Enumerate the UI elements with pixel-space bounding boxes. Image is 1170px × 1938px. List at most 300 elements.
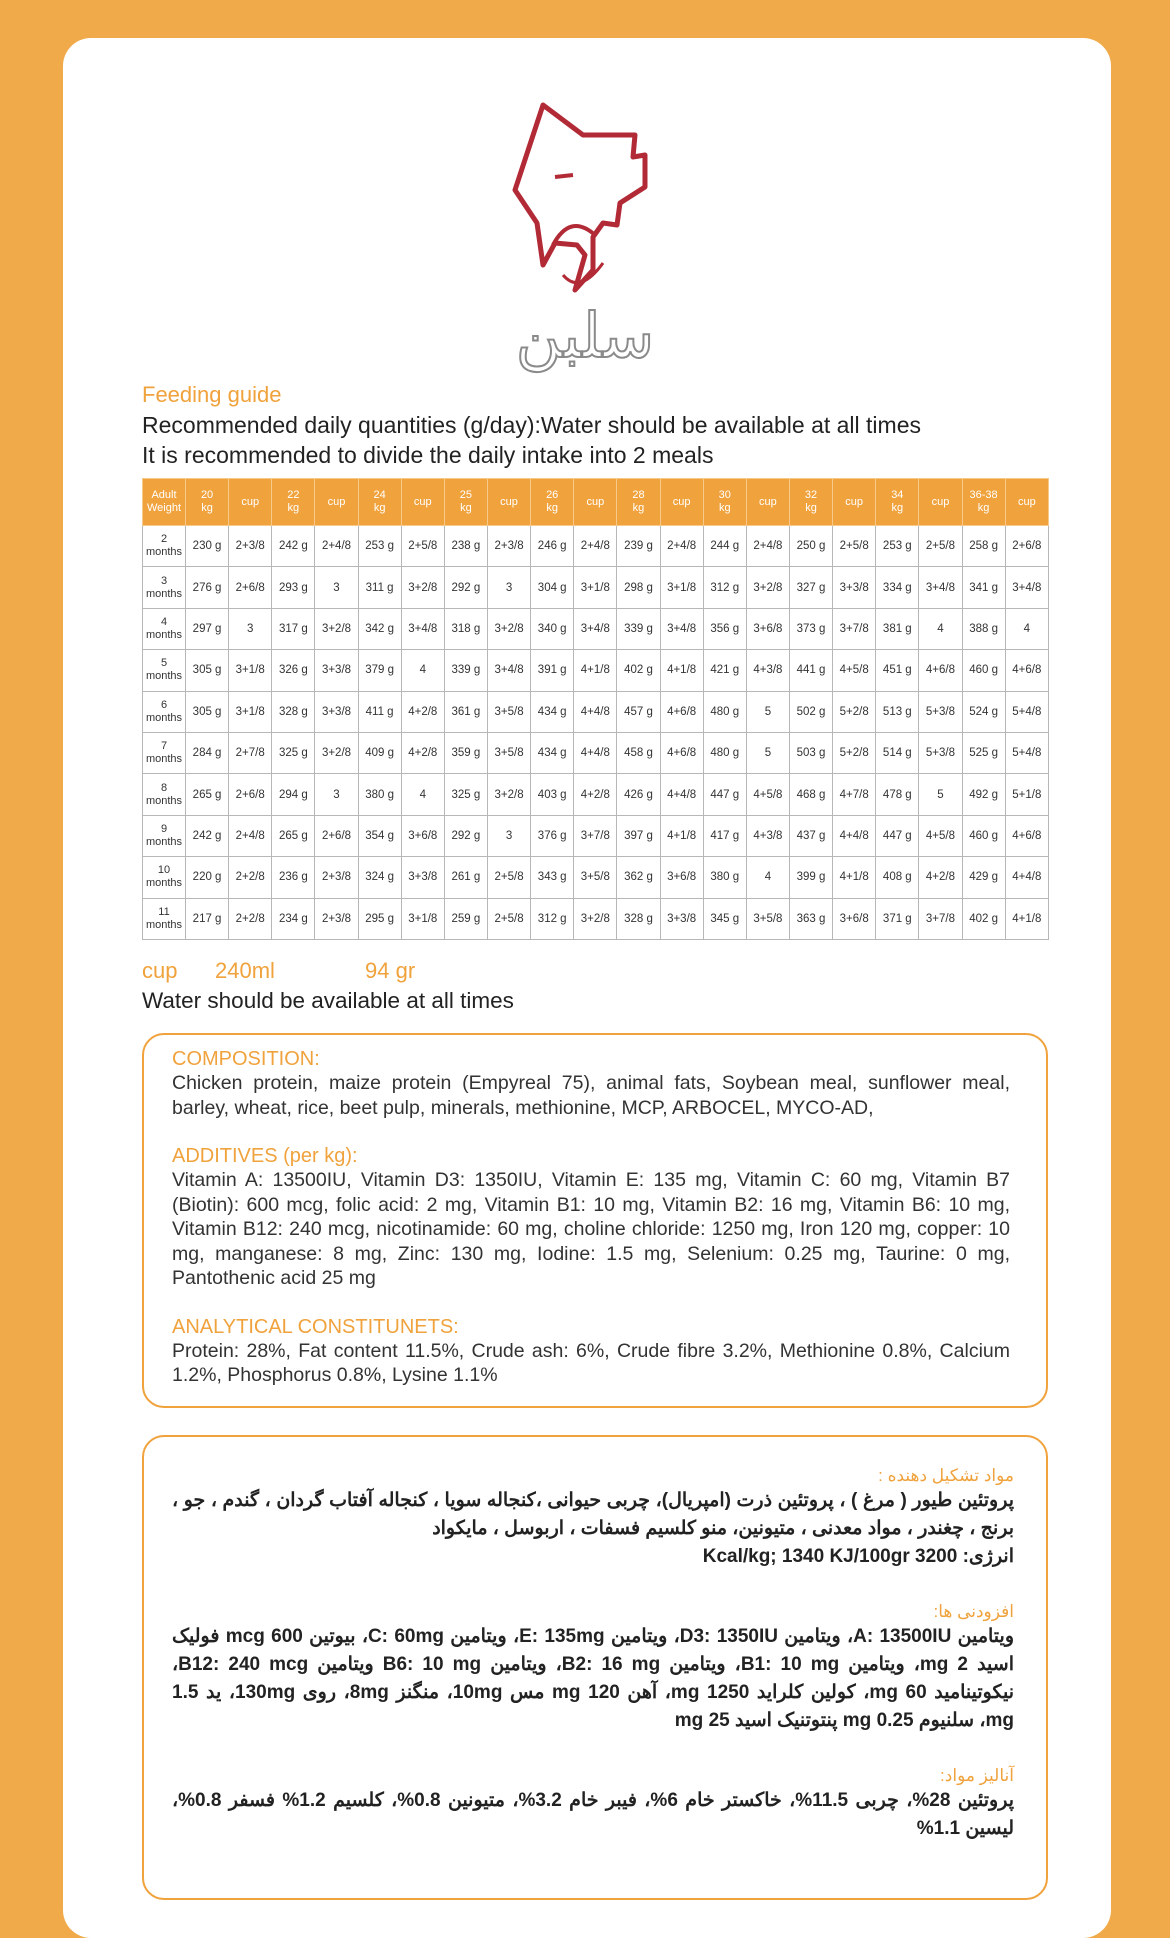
age-cell-text: 11 <box>158 905 170 918</box>
cup-header: cup <box>1005 479 1048 526</box>
age-cell-text: 3 <box>160 574 168 587</box>
cups-cell: 2+5/8 <box>401 526 444 567</box>
weight-header <box>444 479 487 526</box>
dog-cat-logo-icon <box>485 95 685 375</box>
grams-cell: 217 g <box>186 898 229 939</box>
grams-cell: 305 g <box>186 691 229 732</box>
grams-cell: 391 g <box>531 650 574 691</box>
grams-cell: 361 g <box>444 691 487 732</box>
cups-cell: 3+2/8 <box>401 567 444 608</box>
cups-cell: 5+2/8 <box>833 732 876 773</box>
grams-cell: 325 g <box>444 774 487 815</box>
cups-cell: 3+1/8 <box>660 567 703 608</box>
grams-cell: 468 g <box>789 774 832 815</box>
grams-cell: 380 g <box>703 857 746 898</box>
grams-cell: 371 g <box>876 898 919 939</box>
fa-analysis-text: پروتئین 28%، چربی 11.5%، خاکستر خام 6%، فیبر خام 3.2%، متیونین 0.8%، کلسیم 1.2% فسفر 0.8%، لیسین 1.1% <box>172 1790 1014 1839</box>
cups-cell: 4+6/8 <box>660 691 703 732</box>
grams-cell: 409 g <box>358 732 401 773</box>
cups-cell: 2+6/8 <box>229 567 272 608</box>
weight-header-text: 34 <box>891 489 904 501</box>
analytical-text: Protein: 28%, Fat content 11.5%, Crude ash: 6%, Crude fibre 3.2%, Methionine 0.8%, Calcium 1.2%, Phosphorus 0.8%, Lysine 1.1% <box>172 1339 1010 1386</box>
cups-cell: 4+4/8 <box>660 774 703 815</box>
cups-cell: 3+1/8 <box>574 567 617 608</box>
cups-cell: 3+5/8 <box>746 898 789 939</box>
grams-cell: 327 g <box>789 567 832 608</box>
cups-cell: 4 <box>1005 608 1048 649</box>
age-cell <box>143 898 186 939</box>
grams-cell: 373 g <box>789 608 832 649</box>
cups-cell: 2+5/8 <box>919 526 962 567</box>
grams-cell: 460 g <box>962 815 1005 856</box>
cups-cell: 3 <box>487 567 530 608</box>
composition-title: COMPOSITION: <box>172 1048 320 1070</box>
grams-cell: 397 g <box>617 815 660 856</box>
grams-cell: 447 g <box>703 774 746 815</box>
table-row <box>143 774 1049 815</box>
logo-text: سلبن <box>515 299 655 372</box>
grams-cell: 284 g <box>186 732 229 773</box>
cups-cell: 2+7/8 <box>229 732 272 773</box>
age-cell <box>143 608 186 649</box>
weight-header-text: 28 <box>632 489 645 501</box>
cup-header: cup <box>746 479 789 526</box>
cups-cell: 3+3/8 <box>660 898 703 939</box>
grams-cell: 253 g <box>876 526 919 567</box>
cups-cell: 2+3/8 <box>229 526 272 567</box>
grams-cell: 354 g <box>358 815 401 856</box>
cups-cell: 3+1/8 <box>401 898 444 939</box>
cups-cell: 4+6/8 <box>1005 815 1048 856</box>
cup-header: cup <box>833 479 876 526</box>
age-cell-text: 5 <box>160 657 168 670</box>
age-cell-text: 8 <box>160 781 168 794</box>
cups-cell: 5+1/8 <box>1005 774 1048 815</box>
grams-cell: 447 g <box>876 815 919 856</box>
composition-text: Chicken protein, maize protein (Empyreal 75), animal fats, Soybean meal, sunflower meal, barley, wheat, rice, beet pulp, minerals, methionine, MCP, ARBOCEL, MYCO-AD, <box>172 1072 1010 1119</box>
age-cell <box>143 567 186 608</box>
age-cell-text: 6 <box>160 698 168 711</box>
weight-header-text: 24 <box>373 489 386 501</box>
age-cell-text: 10 <box>157 864 171 877</box>
grams-cell: 236 g <box>272 857 315 898</box>
fa-energy-text: انرژی: 3200 Kcal/kg; 1340 KJ/100gr <box>702 1546 1014 1567</box>
grams-cell: 242 g <box>186 815 229 856</box>
fa-composition-title: مواد تشکیل دهنده : <box>878 1466 1014 1485</box>
weight-header-text: 30 <box>718 489 731 501</box>
cups-cell: 3+3/8 <box>401 857 444 898</box>
cups-cell: 3+3/8 <box>315 691 358 732</box>
grams-cell: 343 g <box>531 857 574 898</box>
grams-cell: 379 g <box>358 650 401 691</box>
table-row <box>143 732 1049 773</box>
cups-cell: 5 <box>746 732 789 773</box>
cups-cell: 4 <box>746 857 789 898</box>
cups-cell: 5 <box>746 691 789 732</box>
weight-header-text: kg <box>718 502 731 514</box>
age-cell <box>143 691 186 732</box>
grams-cell: 380 g <box>358 774 401 815</box>
cups-cell: 3 <box>487 815 530 856</box>
cups-cell: 3+5/8 <box>487 732 530 773</box>
grams-cell: 265 g <box>272 815 315 856</box>
grams-cell: 460 g <box>962 650 1005 691</box>
grams-cell: 421 g <box>703 650 746 691</box>
cups-cell: 2+5/8 <box>487 857 530 898</box>
cups-cell: 4+6/8 <box>660 732 703 773</box>
cups-cell: 3+1/8 <box>229 691 272 732</box>
cups-cell: 3+6/8 <box>746 608 789 649</box>
grams-cell: 317 g <box>272 608 315 649</box>
cups-cell: 3+4/8 <box>487 650 530 691</box>
grams-cell: 242 g <box>272 526 315 567</box>
cups-cell: 3+5/8 <box>574 857 617 898</box>
grams-cell: 294 g <box>272 774 315 815</box>
cup-weight: 94 gr <box>365 958 416 983</box>
grams-cell: 312 g <box>531 898 574 939</box>
weight-header <box>703 479 746 526</box>
cups-cell: 4+1/8 <box>660 815 703 856</box>
grams-cell: 345 g <box>703 898 746 939</box>
age-cell-text: months <box>145 835 183 848</box>
cups-cell: 3+2/8 <box>487 774 530 815</box>
table-row <box>143 857 1049 898</box>
cups-cell: 2+5/8 <box>487 898 530 939</box>
table-row <box>143 608 1049 649</box>
cups-cell: 2+3/8 <box>487 526 530 567</box>
grams-cell: 239 g <box>617 526 660 567</box>
age-cell-text: months <box>145 794 183 807</box>
age-cell-text: 2 <box>160 533 168 546</box>
fa-additives-title: افزودنی ها: <box>933 1602 1014 1621</box>
grams-cell: 334 g <box>876 567 919 608</box>
weight-header <box>531 479 574 526</box>
age-cell <box>143 774 186 815</box>
cups-cell: 2+2/8 <box>229 898 272 939</box>
cups-cell: 3+1/8 <box>229 650 272 691</box>
cup-header: cup <box>919 479 962 526</box>
cups-cell: 2+4/8 <box>660 526 703 567</box>
grams-cell: 265 g <box>186 774 229 815</box>
age-cell <box>143 732 186 773</box>
cups-cell: 3 <box>315 567 358 608</box>
grams-cell: 253 g <box>358 526 401 567</box>
grams-cell: 311 g <box>358 567 401 608</box>
weight-header <box>962 479 1005 526</box>
cups-cell: 3+4/8 <box>919 567 962 608</box>
grams-cell: 402 g <box>962 898 1005 939</box>
weight-header-text: 22 <box>287 489 300 501</box>
cups-cell: 3 <box>229 608 272 649</box>
cup-volume: 240ml <box>215 958 275 983</box>
grams-cell: 399 g <box>789 857 832 898</box>
grams-cell: 434 g <box>531 691 574 732</box>
cups-cell: 4+2/8 <box>574 774 617 815</box>
grams-cell: 246 g <box>531 526 574 567</box>
cups-cell: 4+1/8 <box>833 857 876 898</box>
table-row <box>143 815 1049 856</box>
grams-cell: 261 g <box>444 857 487 898</box>
grams-cell: 426 g <box>617 774 660 815</box>
grams-cell: 295 g <box>358 898 401 939</box>
weight-header-text: kg <box>632 502 645 514</box>
grams-cell: 238 g <box>444 526 487 567</box>
cups-cell: 3+2/8 <box>746 567 789 608</box>
grams-cell: 441 g <box>789 650 832 691</box>
grams-cell: 305 g <box>186 650 229 691</box>
cups-cell: 4+1/8 <box>660 650 703 691</box>
cups-cell: 2+6/8 <box>229 774 272 815</box>
cups-cell: 2+3/8 <box>315 857 358 898</box>
cups-cell: 3+3/8 <box>833 567 876 608</box>
grams-cell: 325 g <box>272 732 315 773</box>
cups-cell: 3+6/8 <box>401 815 444 856</box>
feeding-table <box>142 478 1049 940</box>
cups-cell: 5+3/8 <box>919 732 962 773</box>
weight-header-text: 32 <box>804 489 818 501</box>
weight-header-text: 20 <box>200 489 214 501</box>
grams-cell: 356 g <box>703 608 746 649</box>
grams-cell: 259 g <box>444 898 487 939</box>
cups-cell: 3+2/8 <box>315 608 358 649</box>
english-composition-box <box>142 1033 1048 1408</box>
cups-cell: 4+5/8 <box>833 650 876 691</box>
cups-cell: 2+6/8 <box>315 815 358 856</box>
cups-cell: 3+5/8 <box>487 691 530 732</box>
grams-cell: 480 g <box>703 732 746 773</box>
weight-header-text: kg <box>805 502 817 514</box>
cups-cell: 4+4/8 <box>574 732 617 773</box>
cups-cell: 4+5/8 <box>746 774 789 815</box>
age-cell-text: months <box>145 587 183 600</box>
cups-cell: 2+3/8 <box>315 898 358 939</box>
water-note: Water should be available at all times <box>142 988 514 1013</box>
cups-cell: 4+3/8 <box>746 815 789 856</box>
cups-cell: 3+2/8 <box>487 608 530 649</box>
corner-header-text: Adult <box>151 489 177 501</box>
cups-cell: 3+7/8 <box>833 608 876 649</box>
cup-header: cup <box>401 479 444 526</box>
age-cell <box>143 857 186 898</box>
weight-header <box>789 479 832 526</box>
grams-cell: 342 g <box>358 608 401 649</box>
age-cell <box>143 526 186 567</box>
cups-cell: 5 <box>919 774 962 815</box>
cups-cell: 4+4/8 <box>574 691 617 732</box>
cups-cell: 2+2/8 <box>229 857 272 898</box>
grams-cell: 381 g <box>876 608 919 649</box>
grams-cell: 328 g <box>617 898 660 939</box>
corner-header <box>143 479 186 526</box>
grams-cell: 339 g <box>444 650 487 691</box>
cups-cell: 2+4/8 <box>315 526 358 567</box>
cups-cell: 4+2/8 <box>919 857 962 898</box>
weight-header-text: kg <box>977 502 990 514</box>
fa-composition-text: پروتئین طیور ( مرغ ) ، پروتئین ذرت (امپریال)، چربی حیوانی ،کنجاله سویا ، کنجاله آفتاب گردان ، گندم ، جو ، برنج ، چغندر ، مواد معدنی ، متیونین، منو کلسیم فسفات ، اربوسل ، مایکواد <box>172 1490 1014 1539</box>
cups-cell: 4+5/8 <box>919 815 962 856</box>
weight-header-text: kg <box>546 502 558 514</box>
grams-cell: 411 g <box>358 691 401 732</box>
grams-cell: 359 g <box>444 732 487 773</box>
grams-cell: 478 g <box>876 774 919 815</box>
grams-cell: 312 g <box>703 567 746 608</box>
additives-title: ADDITIVES (per kg): <box>172 1145 358 1167</box>
cups-cell: 3+4/8 <box>574 608 617 649</box>
grams-cell: 408 g <box>876 857 919 898</box>
weight-header-text: kg <box>891 502 904 514</box>
cups-cell: 3 <box>315 774 358 815</box>
cups-cell: 2+4/8 <box>746 526 789 567</box>
grams-cell: 388 g <box>962 608 1005 649</box>
cups-cell: 3+6/8 <box>660 857 703 898</box>
grams-cell: 513 g <box>876 691 919 732</box>
cups-cell: 2+4/8 <box>229 815 272 856</box>
age-cell-text: months <box>145 628 183 641</box>
feeding-guide-title: Feeding guide <box>142 382 282 407</box>
weight-header-text: 36-38 <box>969 489 998 501</box>
grams-cell: 403 g <box>531 774 574 815</box>
cups-cell: 4+4/8 <box>833 815 876 856</box>
cups-cell: 4+6/8 <box>919 650 962 691</box>
cups-cell: 5+4/8 <box>1005 732 1048 773</box>
fa-analysis-title: آنالیز مواد: <box>940 1766 1014 1785</box>
cups-cell: 4+4/8 <box>1005 857 1048 898</box>
cup-header: cup <box>487 479 530 526</box>
grams-cell: 376 g <box>531 815 574 856</box>
weight-header-text: 26 <box>546 489 559 501</box>
weight-header <box>186 479 229 526</box>
grams-cell: 340 g <box>531 608 574 649</box>
age-cell-text: 7 <box>160 740 168 753</box>
weight-header-text: kg <box>373 502 386 514</box>
additives-text: Vitamin A: 13500IU, Vitamin D3: 1350IU, Vitamin E: 135 mg, Vitamin C: 60 mg, Vitamin B7 (Biotin): 600 mcg, folic acid: 2 mg, Vitamin B1: 10 mg, Vitamin B2: 16 mg, Vitamin B6: 10 mg, Vitamin B12: 240 mcg, nicotinamide: 60 mg, choline chloride: 1250 mg, Iron 120 mg, copper: 10 mg, manganese: 8 mg, Zinc: 130 mg, Iodine: 1.5 mg, Selenium: 0.25 mg, Taurine: 0 mg, Pantothenic acid 25 mg <box>172 1169 1010 1289</box>
cups-cell: 3+7/8 <box>919 898 962 939</box>
grams-cell: 293 g <box>272 567 315 608</box>
age-cell-text: 9 <box>160 822 168 835</box>
weight-header-text: kg <box>201 502 213 514</box>
grams-cell: 363 g <box>789 898 832 939</box>
grams-cell: 292 g <box>444 567 487 608</box>
grams-cell: 298 g <box>617 567 660 608</box>
cup-header: cup <box>315 479 358 526</box>
cups-cell: 4+2/8 <box>401 732 444 773</box>
cups-cell: 4+2/8 <box>401 691 444 732</box>
grams-cell: 292 g <box>444 815 487 856</box>
cups-cell: 4+1/8 <box>1005 898 1048 939</box>
guide-line-1: Recommended daily quantities (g/day):Water should be available at all times <box>142 412 921 438</box>
age-cell-text: months <box>145 711 183 724</box>
age-cell-text: months <box>145 546 183 559</box>
grams-cell: 258 g <box>962 526 1005 567</box>
cups-cell: 2+4/8 <box>574 526 617 567</box>
cup-header: cup <box>574 479 617 526</box>
cups-cell: 4 <box>919 608 962 649</box>
grams-cell: 318 g <box>444 608 487 649</box>
grams-cell: 429 g <box>962 857 1005 898</box>
grams-cell: 524 g <box>962 691 1005 732</box>
grams-cell: 434 g <box>531 732 574 773</box>
grams-cell: 297 g <box>186 608 229 649</box>
cup-header: cup <box>660 479 703 526</box>
grams-cell: 326 g <box>272 650 315 691</box>
table-row <box>143 567 1049 608</box>
grams-cell: 276 g <box>186 567 229 608</box>
grams-cell: 362 g <box>617 857 660 898</box>
grams-cell: 324 g <box>358 857 401 898</box>
grams-cell: 437 g <box>789 815 832 856</box>
grams-cell: 250 g <box>789 526 832 567</box>
grams-cell: 402 g <box>617 650 660 691</box>
grams-cell: 525 g <box>962 732 1005 773</box>
table-header-row <box>143 479 1049 526</box>
weight-header <box>617 479 660 526</box>
table-row <box>143 526 1049 567</box>
grams-cell: 451 g <box>876 650 919 691</box>
cups-cell: 3+4/8 <box>401 608 444 649</box>
fa-additives-text: ویتامین A: 13500IU، ویتامین D3: 1350IU، ویتامین E: 135mg، ویتامین C: 60mg، بیوتین 600 mcg فولیک اسید 2 mg، ویتامین B1: 10 mg، ویتامین B2: 16 mg، ویتامین B6: 10 mg ویتامین B12: 240 mcg، نیکوتینامید 60 mg، کولین کلراید 1250 mg، آهن 120 mg مس 10mg، منگنز 8mg، روی 130mg، ید 1.5 mg، سلنیوم 0.25 mg پنتوتنیک اسید 25 mg <box>172 1626 1015 1731</box>
cups-cell: 3+4/8 <box>1005 567 1048 608</box>
cups-cell: 3+7/8 <box>574 815 617 856</box>
weight-header-text: 25 <box>459 489 473 501</box>
age-cell-text: months <box>145 877 183 890</box>
cup-label: cup <box>142 958 178 983</box>
age-cell <box>143 650 186 691</box>
grams-cell: 502 g <box>789 691 832 732</box>
table-row <box>143 898 1049 939</box>
cups-cell: 5+3/8 <box>919 691 962 732</box>
cups-cell: 2+5/8 <box>833 526 876 567</box>
grams-cell: 230 g <box>186 526 229 567</box>
grams-cell: 458 g <box>617 732 660 773</box>
weight-header <box>358 479 401 526</box>
grams-cell: 480 g <box>703 691 746 732</box>
grams-cell: 244 g <box>703 526 746 567</box>
grams-cell: 492 g <box>962 774 1005 815</box>
grams-cell: 234 g <box>272 898 315 939</box>
cups-cell: 2+6/8 <box>1005 526 1048 567</box>
cups-cell: 4+6/8 <box>1005 650 1048 691</box>
persian-composition-box <box>142 1435 1048 1900</box>
age-cell-text: months <box>145 918 183 931</box>
cups-cell: 4+3/8 <box>746 650 789 691</box>
grams-cell: 457 g <box>617 691 660 732</box>
age-cell-text: months <box>145 670 183 683</box>
cups-cell: 4 <box>401 650 444 691</box>
grams-cell: 220 g <box>186 857 229 898</box>
table-row <box>143 650 1049 691</box>
age-cell-text: 4 <box>160 615 168 628</box>
guide-line-2: It is recommended to divide the daily intake into 2 meals <box>142 442 714 468</box>
cups-cell: 5+4/8 <box>1005 691 1048 732</box>
grams-cell: 339 g <box>617 608 660 649</box>
table-row <box>143 691 1049 732</box>
cup-header: cup <box>229 479 272 526</box>
weight-header-text: kg <box>287 502 300 514</box>
corner-header-text: Weight <box>146 502 182 514</box>
cups-cell: 3+2/8 <box>574 898 617 939</box>
cups-cell: 4+1/8 <box>574 650 617 691</box>
grams-cell: 417 g <box>703 815 746 856</box>
cups-cell: 4 <box>401 774 444 815</box>
cups-cell: 5+2/8 <box>833 691 876 732</box>
cups-cell: 3+6/8 <box>833 898 876 939</box>
cups-cell: 3+2/8 <box>315 732 358 773</box>
cups-cell: 3+3/8 <box>315 650 358 691</box>
grams-cell: 304 g <box>531 567 574 608</box>
weight-header-text: kg <box>460 502 472 514</box>
weight-header <box>876 479 919 526</box>
weight-header <box>272 479 315 526</box>
